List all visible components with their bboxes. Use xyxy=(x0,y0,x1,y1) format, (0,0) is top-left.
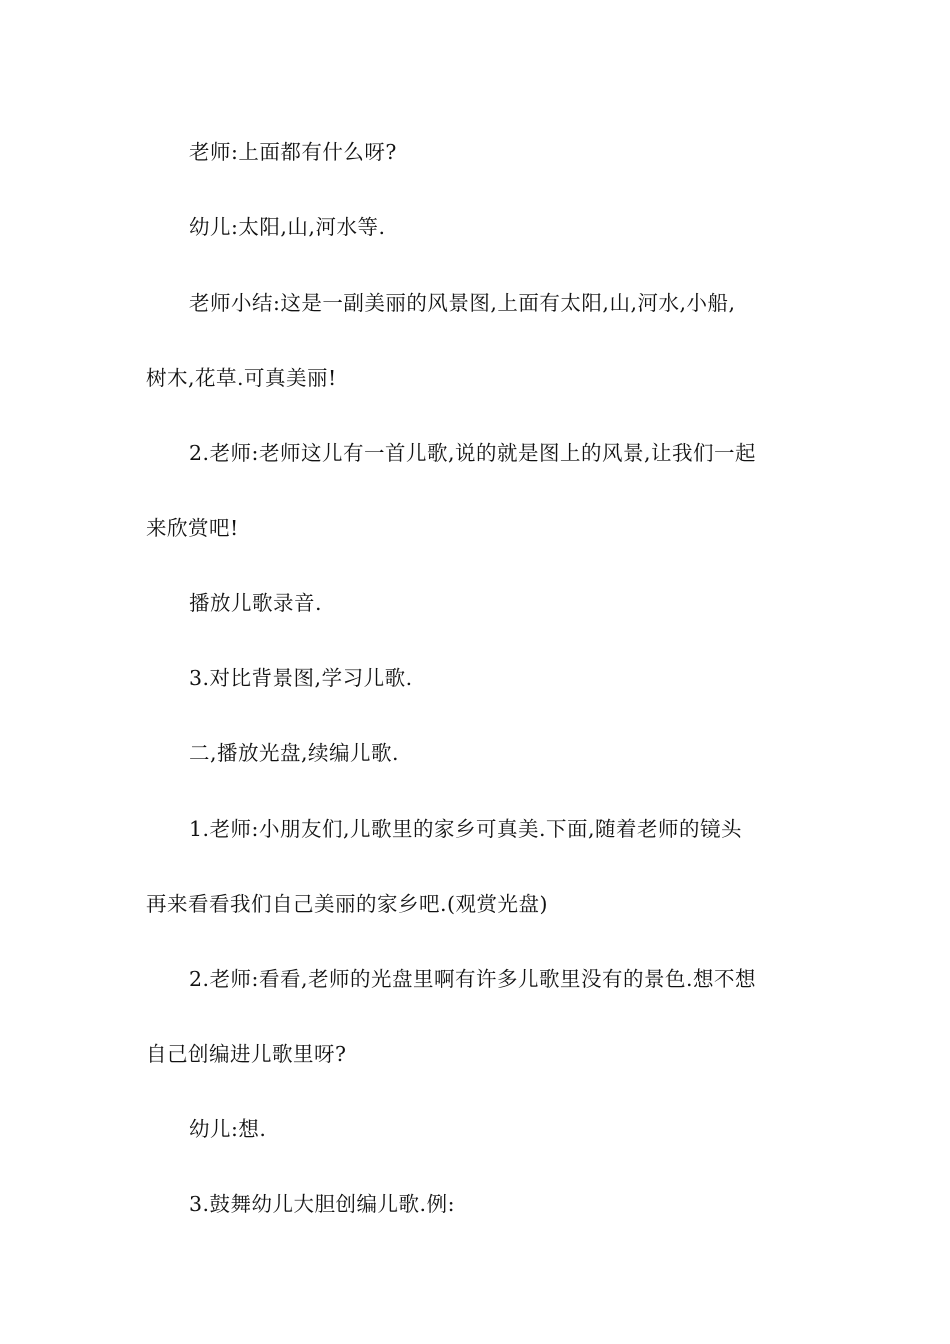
paragraph-sub-step-1-cont: 再来看看我们自己美丽的家乡吧.(观赏光盘) xyxy=(146,892,549,916)
paragraph-sub-step-1: 1.老师:小朋友们,儿歌里的家乡可真美.下面,随着老师的镜头 xyxy=(189,817,743,841)
paragraph-child-reply: 幼儿:想. xyxy=(189,1117,267,1141)
paragraph-step-2-cont: 来欣赏吧! xyxy=(146,516,239,540)
paragraph-child-answer: 幼儿:太阳,山,河水等. xyxy=(189,215,386,239)
paragraph-teacher-summary: 老师小结:这是一副美丽的风景图,上面有太阳,山,河水,小船, xyxy=(189,291,736,315)
paragraph-sub-step-2-cont: 自己创编进儿歌里呀? xyxy=(146,1042,347,1066)
paragraph-sub-step-3: 3.鼓舞幼儿大胆创编儿歌.例: xyxy=(189,1192,455,1216)
paragraph-teacher-question: 老师:上面都有什么呀? xyxy=(189,140,397,164)
paragraph-play-recording: 播放儿歌录音. xyxy=(189,591,323,615)
paragraph-step-2: 2.老师:老师这儿有一首儿歌,说的就是图上的风景,让我们一起 xyxy=(189,441,756,465)
paragraph-teacher-summary-cont: 树木,花草.可真美丽! xyxy=(146,366,337,390)
paragraph-sub-step-2: 2.老师:看看,老师的光盘里啊有许多儿歌里没有的景色.想不想 xyxy=(189,967,756,991)
section-heading-two: 二,播放光盘,续编儿歌. xyxy=(189,741,400,765)
paragraph-step-3: 3.对比背景图,学习儿歌. xyxy=(189,666,413,690)
